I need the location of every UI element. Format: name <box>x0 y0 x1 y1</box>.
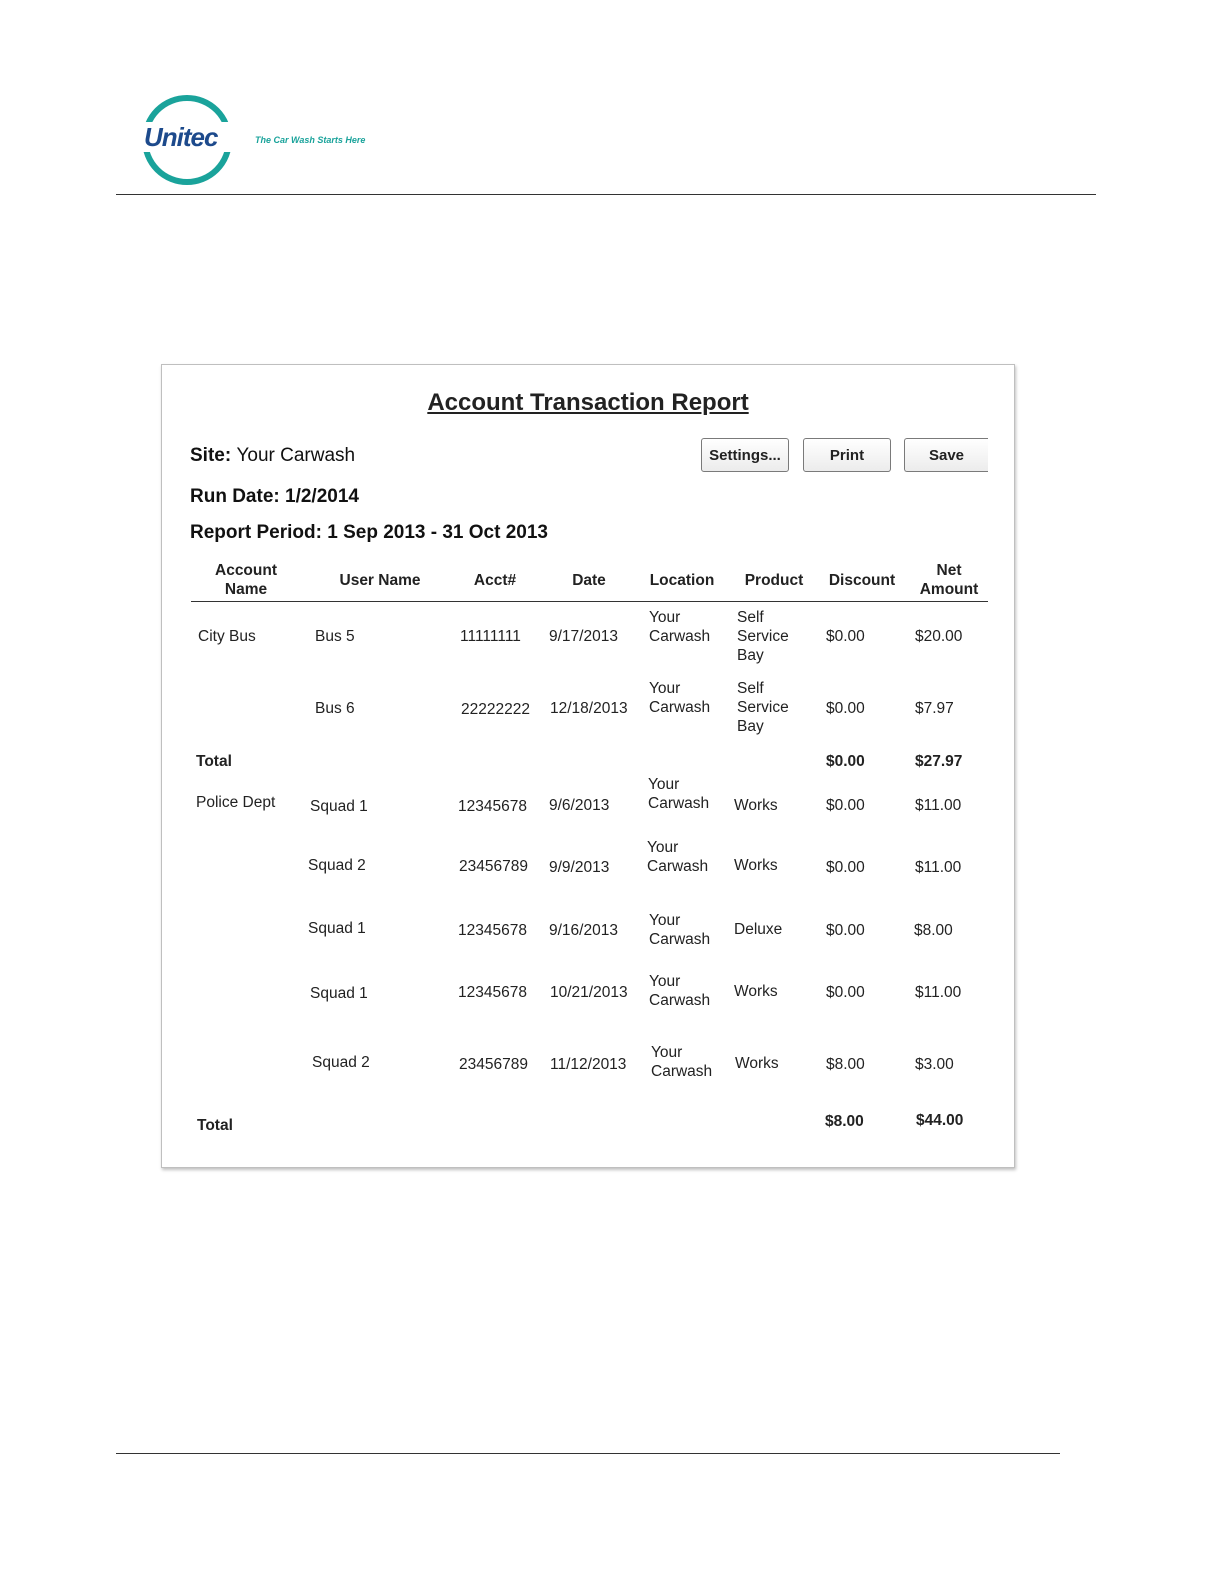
table-cell-discount: $0.00 <box>826 859 865 876</box>
table-cell-product <box>734 920 782 939</box>
table-cell-account: Police Dept <box>196 794 276 811</box>
product-line: Deluxe <box>734 921 783 938</box>
table-cell-location <box>651 1043 712 1081</box>
header-account-name <box>206 561 286 599</box>
table-cell-location <box>649 608 710 646</box>
location-line: Carwash <box>651 1063 713 1080</box>
table-cell-acct: 22222222 <box>461 701 530 718</box>
report-screenshot <box>161 364 1015 1168</box>
table-cell-date: 11/12/2013 <box>550 1056 627 1073</box>
table-cell-acct: 11111111 <box>460 628 521 645</box>
table-cell-date: 9/16/2013 <box>549 922 618 939</box>
table-cell-user: Bus 6 <box>315 700 355 717</box>
table-cell-user: Squad 2 <box>312 1054 370 1071</box>
product-line: Works <box>734 983 778 1000</box>
product-line: Service <box>737 628 789 645</box>
product-line: Works <box>735 1055 779 1072</box>
location-line: Carwash <box>647 858 709 875</box>
location-line: Carwash <box>649 628 711 645</box>
location-line: Carwash <box>649 931 711 948</box>
location-line: Your <box>647 839 679 856</box>
table-cell-user: Bus 5 <box>315 628 355 645</box>
table-cell-date: 9/9/2013 <box>549 859 610 876</box>
table-cell-product <box>737 608 789 665</box>
table-cell-discount: $0.00 <box>826 700 865 717</box>
table-cell-acct: 23456789 <box>459 858 528 875</box>
table-cell-location <box>649 972 710 1010</box>
unitec-logo <box>142 95 366 187</box>
total-discount: $8.00 <box>825 1113 864 1130</box>
run-date: Run Date: 1/2/2014 <box>190 486 359 507</box>
header-net-line1: Net <box>936 562 962 579</box>
table-cell-account: City Bus <box>198 628 256 645</box>
table-cell-net: $11.00 <box>915 984 962 1001</box>
location-line: Carwash <box>649 992 711 1009</box>
header-net-line2: Amount <box>919 581 979 598</box>
total-label: Total <box>196 753 232 770</box>
header-date: Date <box>572 572 606 589</box>
table-cell-discount: $0.00 <box>826 628 865 645</box>
table-cell-net: $11.00 <box>915 859 962 876</box>
logo-wordmark: Unitec <box>142 122 242 152</box>
table-cell-location <box>647 838 708 876</box>
header-user-name: User Name <box>339 572 421 589</box>
table-cell-discount: $0.00 <box>826 797 865 814</box>
total-net: $44.00 <box>916 1112 964 1129</box>
product-line: Service <box>737 699 789 716</box>
table-cell-acct: 12345678 <box>458 984 527 1001</box>
table-cell-product <box>734 796 778 815</box>
product-line: Bay <box>737 647 764 664</box>
table-cell-date: 10/21/2013 <box>550 984 628 1001</box>
table-cell-net: $3.00 <box>915 1056 954 1073</box>
table-cell-net: $20.00 <box>915 628 963 645</box>
location-line: Your <box>651 1044 683 1061</box>
table-cell-user: Squad 1 <box>308 920 366 937</box>
site-value: Your Carwash <box>236 445 356 466</box>
settings-button[interactable]: Settings... <box>701 438 789 472</box>
table-cell-net: $7.97 <box>915 700 954 717</box>
product-line: Works <box>734 797 778 814</box>
logo-tagline: The Car Wash Starts Here <box>255 135 366 145</box>
table-cell-user: Squad 1 <box>310 985 368 1002</box>
header-rule <box>116 194 1096 195</box>
table-cell-date: 12/18/2013 <box>550 700 628 717</box>
footer-rule <box>116 1453 1060 1454</box>
location-line: Carwash <box>649 699 711 716</box>
table-cell-user: Squad 2 <box>308 857 366 874</box>
table-cell-acct: 12345678 <box>458 922 527 939</box>
total-label: Total <box>197 1117 233 1134</box>
table-cell-location <box>649 679 710 717</box>
table-cell-location <box>649 911 710 949</box>
header-acct: Acct# <box>473 572 517 589</box>
table-cell-discount: $0.00 <box>826 984 865 1001</box>
table-cell-product <box>734 982 778 1001</box>
table-cell-net: $8.00 <box>914 922 953 939</box>
header-account-name-line2: Name <box>224 581 268 598</box>
report-title: Account Transaction Report <box>427 389 749 416</box>
site-label: Site: <box>190 445 237 466</box>
product-line: Works <box>734 857 778 874</box>
product-line: Self <box>737 680 764 697</box>
location-line: Your <box>649 680 681 697</box>
table-cell-acct: 12345678 <box>458 798 527 815</box>
table-cell-user: Squad 1 <box>310 798 368 815</box>
total-net: $27.97 <box>915 753 963 770</box>
table-cell-product <box>737 679 789 736</box>
location-line: Your <box>649 973 681 990</box>
table-cell-product <box>734 856 778 875</box>
header-product: Product <box>744 572 804 589</box>
report-period: Report Period: 1 Sep 2013 - 31 Oct 2013 <box>190 522 548 543</box>
location-line: Your <box>649 609 681 626</box>
print-button[interactable]: Print <box>803 438 891 472</box>
header-discount: Discount <box>828 572 896 589</box>
table-cell-acct: 23456789 <box>459 1056 528 1073</box>
table-cell-discount: $8.00 <box>826 1056 865 1073</box>
table-cell-net: $11.00 <box>915 797 962 814</box>
table-cell-location <box>648 775 709 813</box>
save-button[interactable]: Save <box>904 438 988 472</box>
location-line: Your <box>649 912 681 929</box>
location-line: Your <box>648 776 680 793</box>
product-line: Self <box>737 609 764 626</box>
header-account-name-line1: Account <box>215 562 277 579</box>
location-line: Carwash <box>648 795 710 812</box>
table-cell-date: 9/6/2013 <box>549 797 610 814</box>
header-rule-line <box>191 601 988 602</box>
site-line <box>190 445 355 467</box>
table-cell-discount: $0.00 <box>826 922 865 939</box>
header-net-amount <box>914 561 984 599</box>
total-discount: $0.00 <box>826 753 865 770</box>
product-line: Bay <box>737 718 764 735</box>
table-cell-date: 9/17/2013 <box>549 628 618 645</box>
header-location: Location <box>649 572 715 589</box>
table-cell-product <box>735 1054 779 1073</box>
